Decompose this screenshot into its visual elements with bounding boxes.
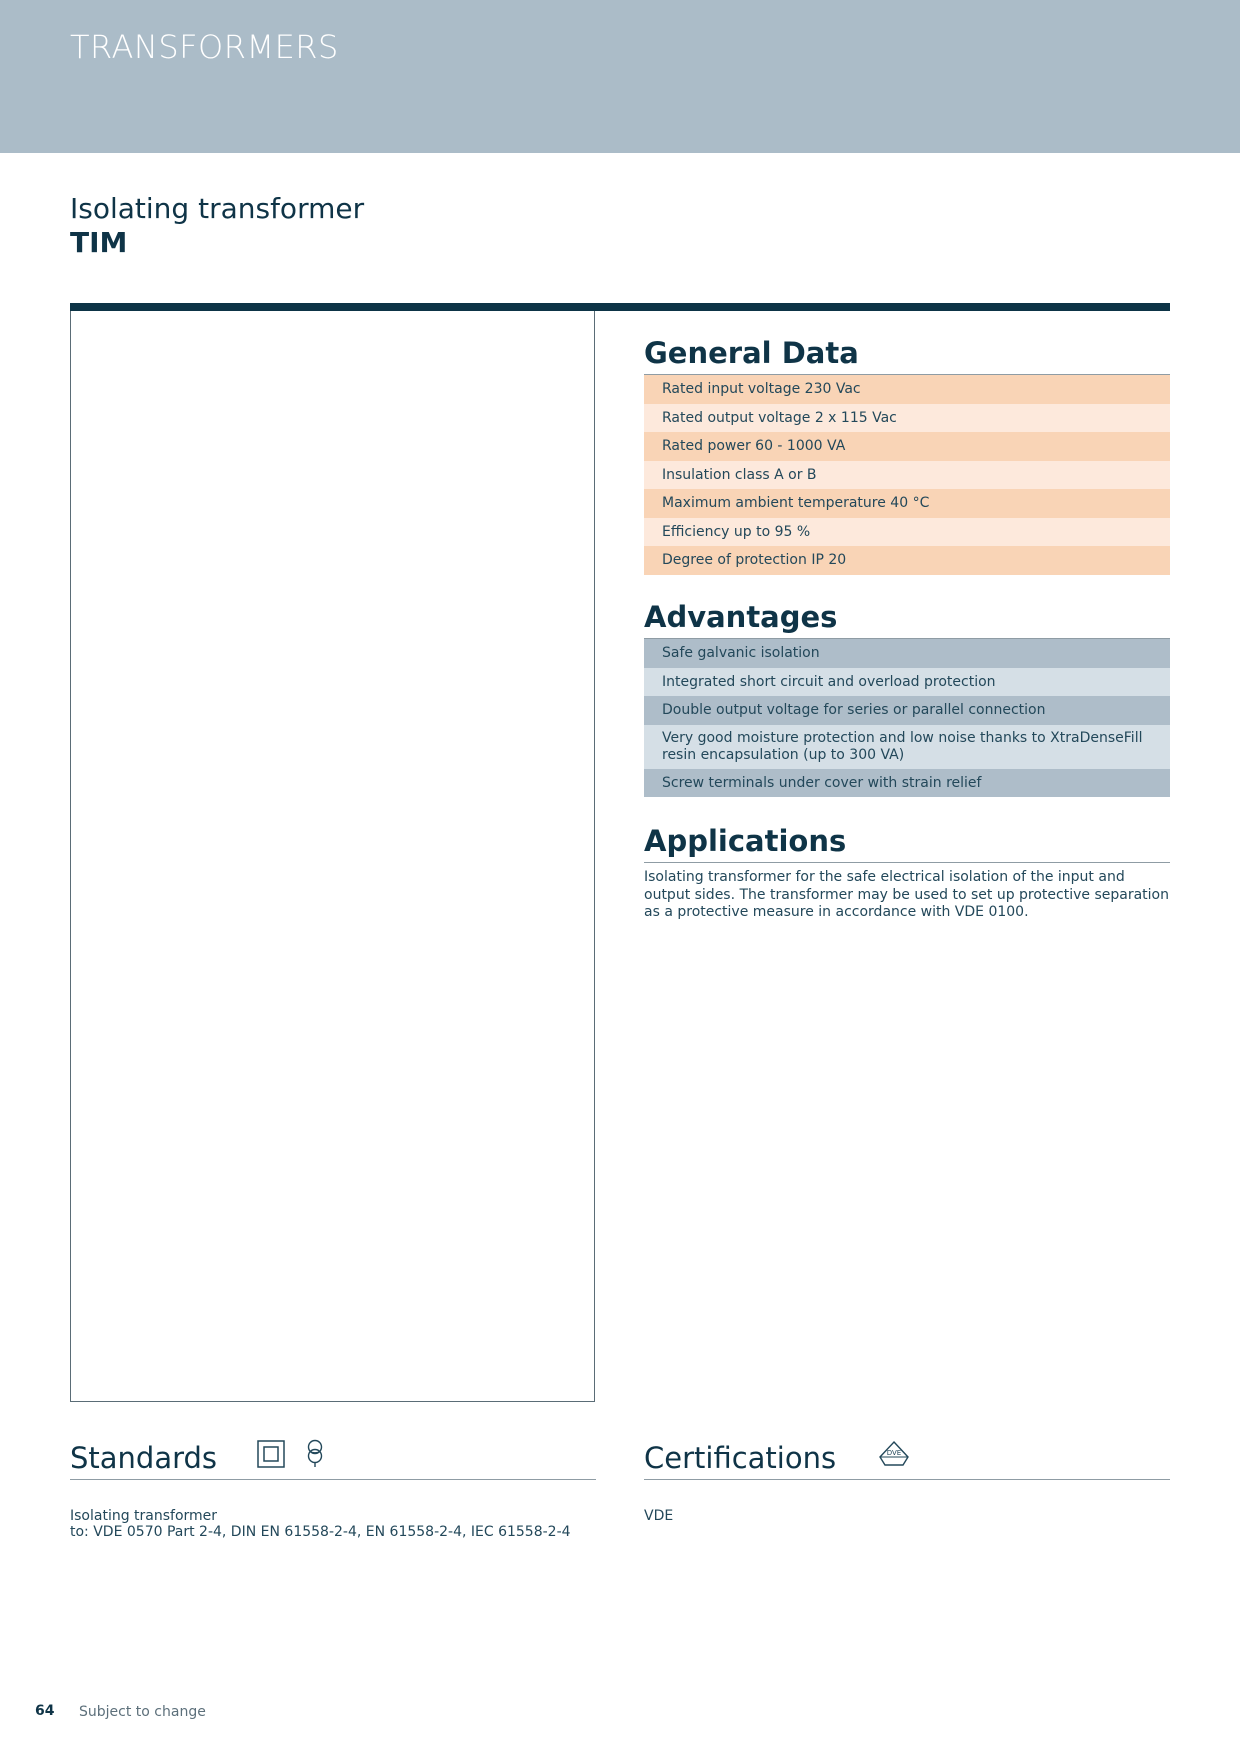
product-code: TIM bbox=[70, 226, 128, 259]
product-title: Isolating transformer bbox=[70, 192, 365, 225]
vde-mark-icon bbox=[877, 1440, 911, 1468]
advantage-row: Integrated short circuit and overload protection bbox=[644, 668, 1170, 697]
advantages-heading: Advantages bbox=[644, 600, 1170, 639]
section-divider-bar bbox=[70, 303, 1170, 311]
applications-text: Isolating transformer for the safe electrical isolation of the input and output sides. The transformer may be used to set up protective separation as a protective measure in accordance with VDE 0100. bbox=[644, 869, 1169, 920]
general-data-heading: General Data bbox=[644, 336, 1170, 375]
general-data-section bbox=[644, 336, 1170, 575]
general-data-row: Rated output voltage 2 x 115 Vac bbox=[644, 404, 1170, 433]
standards-text bbox=[70, 1508, 600, 1540]
certifications-rule bbox=[644, 1479, 1170, 1480]
applications-heading: Applications bbox=[644, 824, 1170, 863]
vde-mark-label: DVE bbox=[886, 1449, 902, 1457]
standards-line-2: to: VDE 0570 Part 2-4, DIN EN 61558-2-4, EN 61558-2-4, IEC 61558-2-4 bbox=[70, 1524, 571, 1540]
general-data-row: Rated input voltage 230 Vac bbox=[644, 375, 1170, 404]
header-band bbox=[0, 0, 1240, 153]
product-image-frame bbox=[70, 311, 595, 1402]
advantage-row: Double output voltage for series or parallel connection bbox=[644, 696, 1170, 725]
advantage-row: Safe galvanic isolation bbox=[644, 639, 1170, 668]
advantage-row: Very good moisture protection and low noise thanks to XtraDenseFill resin encapsulation (up to 300 VA) bbox=[644, 725, 1170, 769]
certifications-text: VDE bbox=[644, 1508, 674, 1524]
general-data-row: Degree of protection IP 20 bbox=[644, 546, 1170, 575]
certifications-heading: Certifications bbox=[644, 1441, 837, 1475]
advantage-row: Screw terminals under cover with strain relief bbox=[644, 769, 1170, 798]
standards-line-1: Isolating transformer bbox=[70, 1508, 218, 1524]
advantages-section bbox=[644, 600, 1170, 797]
page-number: 64 bbox=[35, 1703, 55, 1719]
applications-section bbox=[644, 824, 1170, 922]
footer-note: Subject to change bbox=[79, 1704, 206, 1720]
general-data-row: Insulation class A or B bbox=[644, 461, 1170, 490]
category-title: TRANSFORMERS bbox=[70, 28, 339, 66]
standards-heading: Standards bbox=[70, 1441, 218, 1475]
double-insulation-icon bbox=[257, 1440, 285, 1468]
general-data-row: Efficiency up to 95 % bbox=[644, 518, 1170, 547]
general-data-row: Maximum ambient temperature 40 °C bbox=[644, 489, 1170, 518]
short-circuit-proof-transformer-icon bbox=[304, 1439, 326, 1469]
general-data-row: Rated power 60 - 1000 VA bbox=[644, 432, 1170, 461]
standards-rule bbox=[70, 1479, 596, 1480]
